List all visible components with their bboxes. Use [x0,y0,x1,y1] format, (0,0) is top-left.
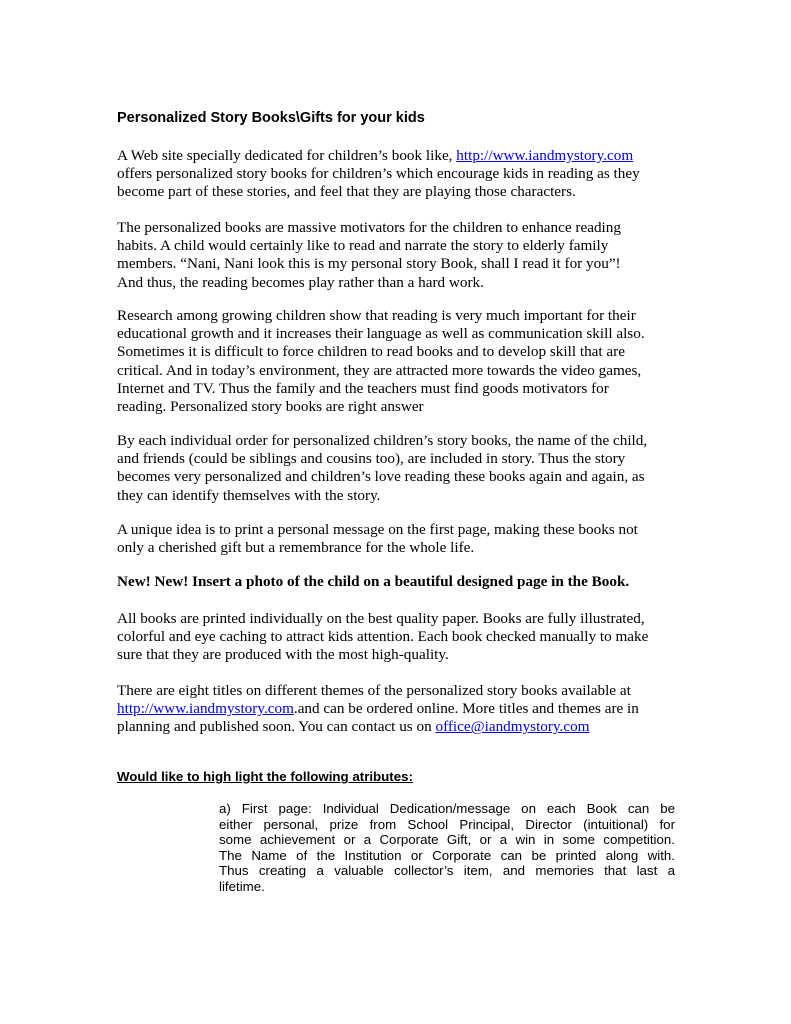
paragraph-line: and friends (could be siblings and cousins too), are included in story. Thus the story [117,450,626,468]
paragraph-line: only a cherished gift but a remembrance for the whole life. [117,539,475,557]
motivators-paragraph [117,219,677,292]
attribute-line: Thus creating a valuable collector’s item, and memories that last a [219,863,675,879]
paragraph-line: Research among growing children show that reading is very much important for their [117,307,636,324]
attribute-line: The Name of the Institution or Corporate can be printed along with. [219,847,675,863]
order-paragraph [117,432,677,505]
paragraph-line [117,718,677,736]
paragraph-line [117,147,677,165]
attribute-line: a) First page: Individual Dedication/message on each Book can be [219,801,675,816]
attribute-line: either personal, prize from School Principal, Director (intuitional) for [219,816,675,832]
paragraph-line: become part of these stories, and feel that they are playing those characters. [117,183,576,201]
paragraph-line: There are eight titles on different themes of the personalized story books available at [117,682,631,699]
text-span: A Web site specially dedicated for children’s book like, [117,147,457,164]
paragraph-line: A unique idea is to print a personal message on the first page, making these books not [117,521,638,538]
attribute-line: lifetime. [219,878,265,894]
paragraph-line: sure that they are produced with the most high-quality. [117,646,449,664]
paragraph-line: Internet and TV. Thus the family and the teachers must find goods motivators for [117,379,609,397]
paragraph-line: The personalized books are massive motivators for the children to enhance reading [117,219,621,236]
intro-paragraph [117,147,677,202]
attribute-item-a [219,801,675,895]
attributes-heading: Would like to high light the following atributes: [117,769,413,784]
paragraph-line: offers personalized story books for children’s which encourage kids in reading as they [117,165,640,183]
paragraph-line: they can identify themselves with the story. [117,486,381,504]
paragraph-line: becomes very personalized and children’s love reading these books again and again, as [117,468,645,486]
page-title: Personalized Story Books\Gifts for your kids [117,110,425,126]
paragraph-line: And thus, the reading becomes play rather than a hard work. [117,273,484,291]
website-link[interactable]: http://www.iandmystory.com [117,700,294,718]
paragraph-line: All books are printed individually on the best quality paper. Books are fully illustrated, [117,610,645,627]
research-paragraph [117,307,677,416]
attribute-line: some achievement or a Corporate Gift, or a win in some competition. [219,832,675,848]
paragraph-line: educational growth and it increases their language as well as communication skill also. [117,325,645,343]
quality-paragraph [117,610,677,665]
paragraph-line: habits. A child would certainly like to read and narrate the story to elderly family [117,237,609,255]
email-link[interactable]: office@iandmystory.com [435,718,590,736]
paragraph-line: members. “Nani, Nani look this is my personal story Book, shall I read it for you”! [117,255,621,273]
unique-idea-paragraph [117,521,677,557]
highlight-announcement: New! New! Insert a photo of the child on a beautiful designed page in the Book. [117,573,630,590]
paragraph-line: Sometimes it is difficult to force children to read books and to develop skill that are [117,343,625,361]
titles-paragraph [117,682,677,737]
text-span: planning and published soon. You can contact us on [117,718,436,736]
paragraph-line [117,700,677,718]
paragraph-line: colorful and eye caching to attract kids attention. Each book checked manually to make [117,628,649,646]
paragraph-line: critical. And in today’s environment, they are attracted more towards the video games, [117,361,642,379]
paragraph-line: By each individual order for personalized children’s story books, the name of the child, [117,432,648,449]
paragraph-line: reading. Personalized story books are right answer [117,398,424,416]
text-span: .and can be ordered online. More titles and themes are in [293,700,639,718]
website-link[interactable]: http://www.iandmystory.com [456,147,634,164]
